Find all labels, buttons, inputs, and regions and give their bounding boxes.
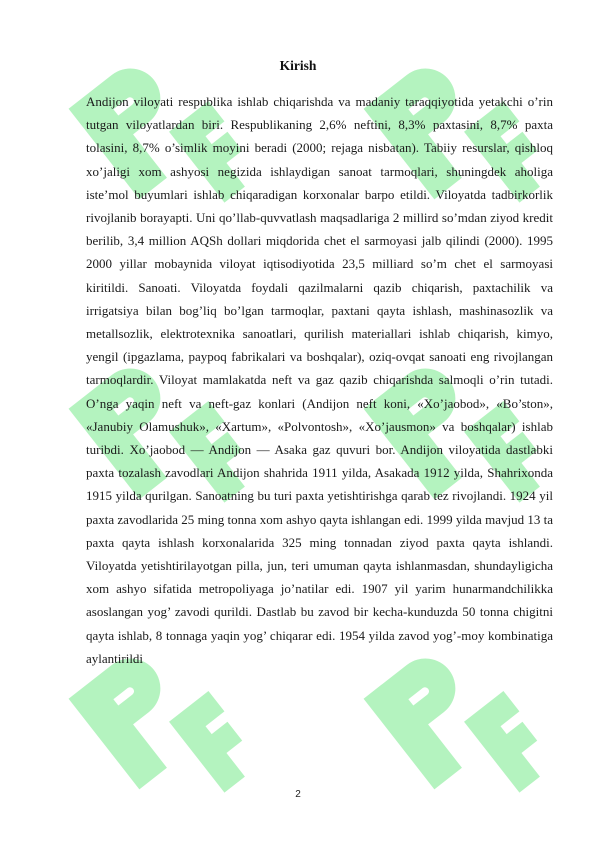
page-number: 2 [295,789,301,800]
body-paragraph: Andijon viloyati respublika ishlab chiqarishda va madaniy taraqqiyotida yetakchi o’rin tutgan viloyatlardan biri. Respublikaning 2,6% neftini, 8,3% paxtasini, 8,7% paxta tolasini, 8,7% o’simlik moyini beradi (2000; rejaga nisbatan). Tabiiy resurslar, qishloq xo’jaligi xom ashyosi negizida ishlaydigan sanoat tarmoqlari, shuningdek aholiga iste’mol buyumlari ishlab chiqaradigan korxonalar barpo etildi. Viloyatda tadbirkorlik rivojlanib borayapti. Uni qo’llab-quvvatlash maqsadlariga 2 millird so’mdan ziyod kredit berilib, 3,4 million AQSh dollari miqdorida chet el sarmoyasi jalb qilindi (2000). 1995 2000 yillar mobaynida viloyat iqtisodiyotida 23,5 milliard so’m chet el sarmoyasi kiritildi. Sanoati. Viloyatda foydali qazilmalarni qazib chiqarish, paxtachilik va irrigatsiya bilan bog’liq bo’lgan tarmoqlar, paxtani qayta ishlash, mashinasozlik va metallsozlik, elektrotexnika sanoatlari, qurilish materiallari ishlab chiqarish, kimyo, yengil (ipgazlama, paypoq fabrikalari va boshqalar), oziq-ovqat sanoati eng rivojlangan tarmoqlardir. Viloyat mamlakatda neft va gaz qazib chiqarishda salmoqli o’rin tutadi. O’nga yaqin neft va neft-gaz konlari (Andijon neft koni, «Xo’jaobod», «Bo’ston», «Janubiy Olamushuk», «Xartum», «Polvontosh», «Xo’jausmon» va boshqalar) ishlab turibdi. Xo’jaobod — Andijon — Asaka gaz quvuri bor. Andijon viloyatida dastlabki paxta tozalash zavodlari Andijon shahrida 1911 yilda, Asakada 1912 yilda, Shahrixonda 1915 yilda qurilgan. Sanoatning bu turi paxta yetishtirishga qarab tez rivojlandi. 1924 yil paxta zavodlarida 25 ming tonna xom ashyo qayta ishlangan edi. 1999 yilda mavjud 13 ta paxta qayta ishlash korxonalarida 325 ming tonnadan ziyod paxta qayta ishlandi. Viloyatda yetishtirilayotgan pilla, jun, teri umuman qayta ishlanmasdan, shundayligicha xom ashyo sifatida metropoliyaga jo’natilar edi. 1907 yil yarim hunarmandchilikka asoslangan yog’ zavodi qurildi. Dastlab bu zavod bir kecha-kunduzda 50 tonna chigitni qayta ishlab, 8 tonnaga yaqin yog’ chiqarar edi. 1954 yilda zavod yog’-moy kombinatiga aylantirildi [86,94,553,666]
page-title: Kirish [279,58,317,73]
